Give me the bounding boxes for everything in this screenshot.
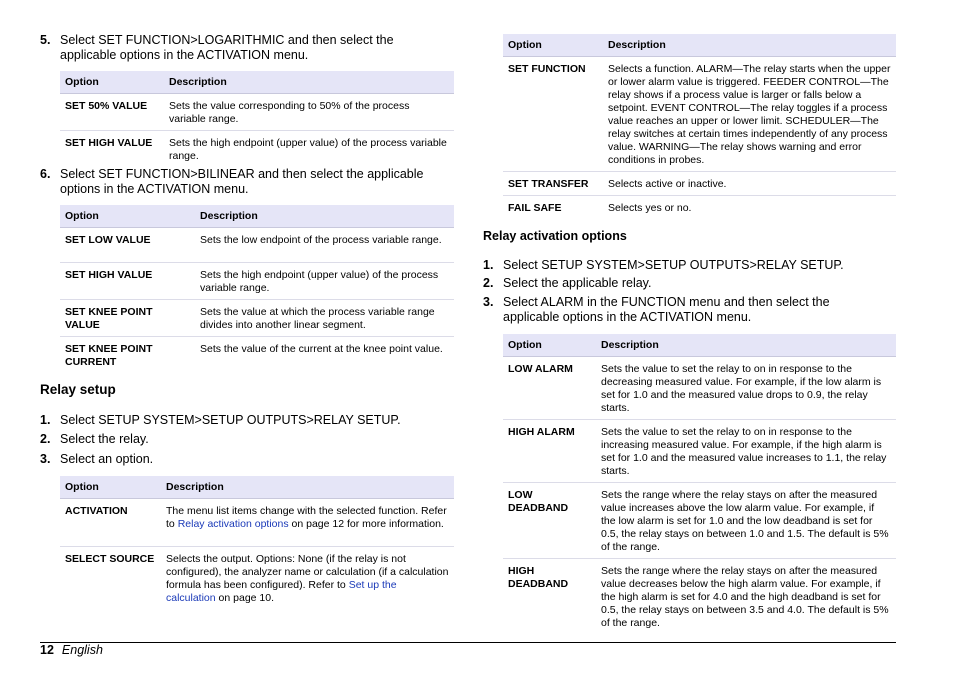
setup-step-3: 3. Select an option. [40,452,154,466]
alarm-options-table [503,334,896,634]
step-number: 5. [40,33,51,47]
table-row [503,172,896,196]
table-row [503,357,896,420]
bilinear-options-table [60,205,454,373]
description-cell: Sets the value to set the relay to on in response to the decreasing measured value. For example, if the low alarm is set for 1.0 and the measured value drops to 0.9, the relay starts. [596,357,896,420]
relay-setup-heading: Relay setup [40,382,116,397]
column-header-description: Description [596,334,896,357]
column-header-description: Description [161,476,454,499]
description-cell: Sets the range where the relay stays on after the measured value decreases below the high alarm value. For example, if the high alarm is set for 4.0 and the high deadband is set for 0.5, the relay stays on between 3.5 and 4.0. The default is 5% of the range. [601,565,889,629]
table-row [60,547,454,610]
option-cell: SET FUNCTION [503,57,603,172]
description-cell: Selects yes or no. [608,202,692,214]
logarithmic-options-table [60,71,454,167]
table-row [60,263,454,300]
option-cell: FAIL SAFE [508,202,562,214]
table-row [503,559,896,635]
table-row [60,499,454,547]
table-row [60,300,454,337]
table-row [60,228,454,263]
column-header-description: Description [195,205,454,228]
option-cell: HIGH DEADBAND [508,565,569,590]
option-cell: SET KNEE POINT VALUE [60,300,195,337]
setup-step-1: 1. Select SETUP SYSTEM>SETUP OUTPUTS>RELAY SETUP. [40,413,401,427]
column-header-description: Description [164,71,454,94]
table-row [503,196,896,220]
relay-activation-options-link[interactable]: Relay activation options [177,518,289,530]
relay-options-table [60,476,454,609]
description-cell: Sets the low endpoint of the process variable range. [195,228,454,263]
option-cell: SELECT SOURCE [65,553,155,565]
description-cell: Sets the value of the current at the knee point value. [200,343,443,355]
column-header-option: Option [60,71,164,94]
option-cell: LOW DEADBAND [503,483,596,559]
option-cell: LOW ALARM [503,357,596,420]
page-footer [40,643,103,657]
column-header-option: Option [60,476,161,499]
relay-function-table [503,34,896,219]
step-number: 6. [40,167,51,181]
column-header-description: Description [603,34,896,57]
option-cell: SET KNEE POINT CURRENT [65,343,153,368]
activation-step-1: 1. Select SETUP SYSTEM>SETUP OUTPUTS>RELAY SETUP. [483,258,844,272]
description-cell: Sets the value to set the relay to on in response to the increasing measured value. For example, if the high alarm is set for 1.0 and the measured value increases to 1.1, the relay starts. [596,420,896,483]
step-text: Select SET FUNCTION>LOGARITHMIC and then select the applicable options in the ACTIVATION menu. [60,33,394,62]
column-header-option: Option [503,334,596,357]
description-cell: Sets the value corresponding to 50% of the process variable range. [164,94,454,131]
description-cell: The menu list items change with the selected function. Refer to Relay activation options on page 12 for more information. [161,499,454,547]
option-cell: SET HIGH VALUE [60,263,195,300]
setup-step-2: 2. Select the relay. [40,432,149,446]
step-5 [40,33,460,63]
column-header-option: Option [60,205,195,228]
page-number: 12 [40,643,54,657]
option-cell: SET 50% VALUE [60,94,164,131]
column-header-option: Option [503,34,603,57]
table-row [60,94,454,131]
description-cell: Selects a function. ALARM—The relay starts when the upper or lower alarm value is triggered. FEEDER CONTROL—The relay shows if a process value is larger or falls below a setpoint. EVENT CONTROL—The relay toggles if a process value reaches an upper or lower limit. SCHEDULER—The relay switches at certain times independently of any process value. WARNING—The relay shows warning and error conditions in probes. [603,57,896,172]
table-row [503,483,896,559]
option-cell: HIGH ALARM [503,420,596,483]
step-text: Select SET FUNCTION>BILINEAR and then select the applicable options in the ACTIVATION menu. [60,167,424,196]
footer-rule [40,642,896,643]
option-cell: ACTIVATION [60,499,161,547]
description-cell: Sets the high endpoint (upper value) of the process variable range. [195,263,454,300]
table-row [503,420,896,483]
table-row [60,131,454,168]
relay-activation-options-heading: Relay activation options [483,229,627,243]
description-cell: Sets the high endpoint (upper value) of the process variable range. [169,137,447,162]
description-cell: Selects active or inactive. [603,172,896,196]
description-cell: Sets the range where the relay stays on after the measured value increases above the low alarm value. For example, if the low alarm is set for 1.0 and the low deadband is set for 0.5, the relay stays on between 1.0 and 1.5. The default is 5% of the range. [596,483,896,559]
option-cell: SET TRANSFER [503,172,603,196]
table-row [60,337,454,374]
activation-step-2: 2. Select the applicable relay. [483,276,652,290]
activation-step-3: 3. Select ALARM in the FUNCTION menu and then select the applicable options in the ACTIVATION menu. [483,295,830,324]
description-cell: Selects the output. Options: None (if the relay is not configured), the analyzer name or calculation (if a calculation formula has been configured). Refer to Set up the calculation on page 10. [166,553,449,604]
step-6 [40,167,460,197]
option-cell: SET LOW VALUE [60,228,195,263]
footer-language: English [61,643,103,657]
set-up-calculation-link[interactable]: Set up the calculation [166,579,397,604]
option-cell: SET HIGH VALUE [65,137,153,149]
table-row [503,57,896,172]
description-cell: Sets the value at which the process variable range divides into another linear segment. [195,300,454,337]
